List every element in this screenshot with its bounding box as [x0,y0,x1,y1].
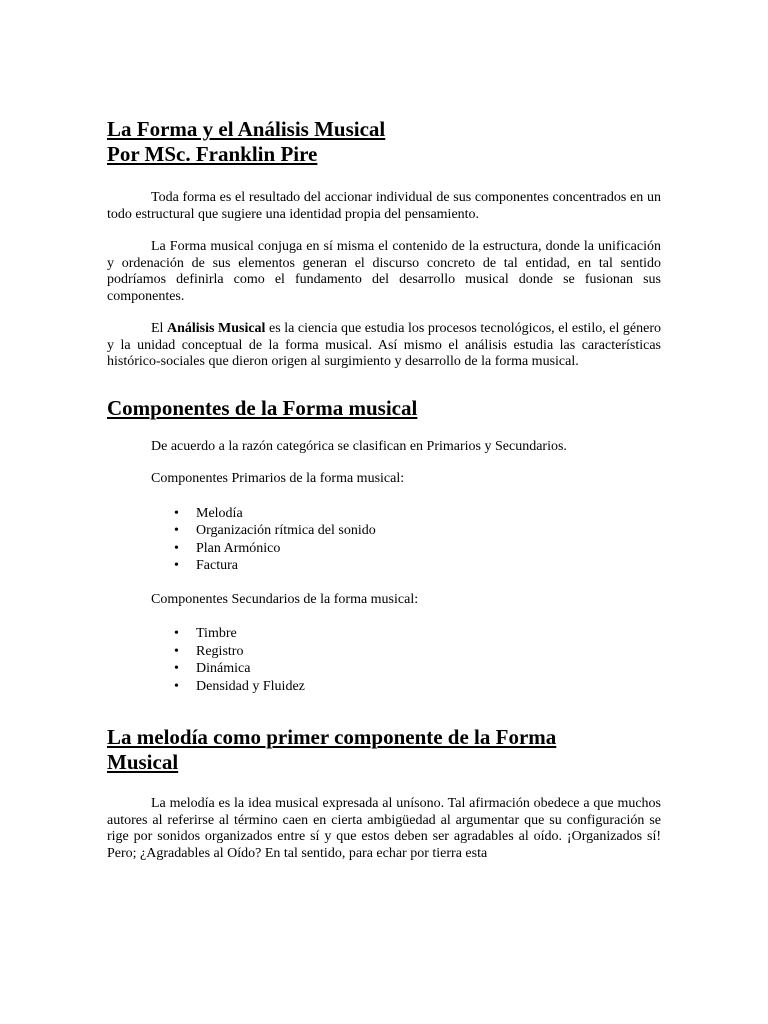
list-item-text: Timbre [196,626,237,641]
section1-intro: De acuerdo a la razón categórica se clasifican en Primarios y Secundarios. [151,438,567,454]
list-item [174,557,661,575]
p3-text-before: El [151,321,167,336]
bullet-icon: • [174,505,179,521]
list-item [174,625,661,643]
section-heading-melodia-line-2: Musical [107,750,179,774]
title-line-1: La Forma y el Análisis Musical [107,117,386,141]
secondary-components-list [107,625,661,695]
list-item [174,522,661,540]
p3-text-after: es la ciencia que estudia los procesos tecnológicos, el estilo, el género y la unidad conceptual de la forma musical. Así mismo el análisis estudia las características histórico-sociales que dieron origen al surgimiento y desarrollo de la forma musical. [107,321,661,369]
title-line-2-author: Por MSc. Franklin Pire [107,142,318,166]
list-item-text: Densidad y Fluidez [196,678,305,694]
list-item [174,678,661,696]
primary-components-label: Componentes Primarios de la forma musical: [151,471,405,486]
list-item-text: Registro [196,643,244,659]
intro-paragraph-2: La Forma musical conjuga en sí misma el contenido de la estructura, donde la unificación y ordenación de sus elementos generan el discurso concreto de tal entidad, en tal sentido podríamos definirla como el fundamento del desarrollo musical donde se fusionan sus componentes. [107,239,661,304]
section-heading-melodia-line-1: La melodía como primer componente de la Forma [107,725,557,749]
bullet-icon: • [174,558,179,573]
bullet-icon: • [174,523,179,538]
intro-paragraph-3 [107,321,661,371]
list-item [174,660,661,678]
bullet-icon: • [174,540,179,556]
bullet-icon: • [174,626,179,641]
bullet-icon: • [174,643,179,659]
list-item-text: Melodía [196,505,243,521]
list-item [174,643,661,661]
section-heading-melodia [107,725,661,775]
list-item [174,540,661,558]
secondary-components-label: Componentes Secundarios de la forma musical: [151,591,419,607]
melodia-paragraph-1: La melodía es la idea musical expresada al unísono. Tal afirmación obedece a que muchos autores al referirse al término caen en cierta ambigüedad al argumentar que su configuración se rige por sonidos organizados entre sí y que estos deben ser agradables al oído. ¡Organizados sí! Pero; ¿Agradables al Oído? En tal sentido, para echar por tierra esta [107,796,661,861]
section-heading-componentes [107,396,661,421]
primary-components-list [107,505,661,575]
bullet-icon: • [174,678,179,694]
list-item-text: Organización rítmica del sonido [196,523,376,538]
list-item-text: Plan Armónico [196,540,281,556]
list-item-text: Dinámica [196,661,251,676]
p3-bold-term: Análisis Musical [167,321,266,336]
bullet-icon: • [174,661,179,676]
document-title [107,117,661,167]
list-item-text: Factura [196,558,238,573]
section-heading-componentes-text: Componentes de la Forma musical [107,395,418,420]
intro-paragraph-1: Toda forma es el resultado del accionar individual de sus componentes concentrados en un todo estructural que sugiere una identidad propia del pensamiento. [107,190,661,222]
list-item [174,505,661,523]
